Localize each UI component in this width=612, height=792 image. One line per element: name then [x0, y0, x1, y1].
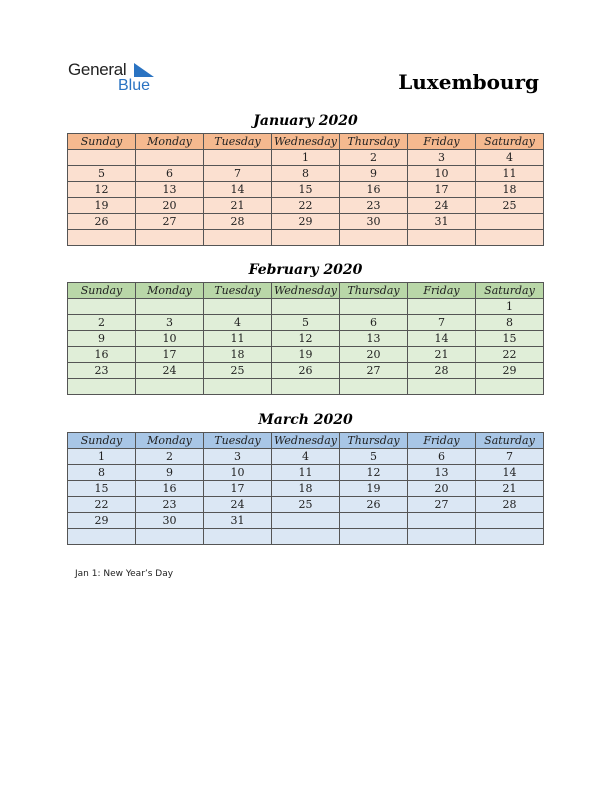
calendar-january: [67, 133, 544, 246]
day-cell: 18: [476, 182, 544, 198]
day-cell: 15: [476, 331, 544, 347]
day-cell: 21: [408, 347, 476, 363]
empty-day-cell: [272, 299, 340, 315]
day-cell: 22: [272, 198, 340, 214]
weekday-header: Friday: [408, 433, 476, 449]
calendar-body: [68, 150, 544, 246]
empty-day-cell: [204, 230, 272, 246]
empty-day-cell: [136, 379, 204, 395]
day-cell: 30: [340, 214, 408, 230]
day-cell: 1: [68, 449, 136, 465]
weekday-header: Thursday: [340, 134, 408, 150]
empty-day-cell: [408, 230, 476, 246]
day-cell: 22: [476, 347, 544, 363]
day-cell: 22: [68, 497, 136, 513]
calendar-march: [67, 432, 544, 545]
day-cell: 19: [340, 481, 408, 497]
day-cell: 20: [136, 198, 204, 214]
empty-day-cell: [408, 299, 476, 315]
day-cell: 9: [68, 331, 136, 347]
day-cell: 8: [476, 315, 544, 331]
day-cell: 20: [408, 481, 476, 497]
weekday-header: Monday: [136, 433, 204, 449]
day-cell: 5: [340, 449, 408, 465]
day-cell: 10: [204, 465, 272, 481]
week-row: [68, 363, 544, 379]
day-cell: 4: [204, 315, 272, 331]
empty-day-cell: [272, 513, 340, 529]
weekday-header: Sunday: [68, 433, 136, 449]
day-cell: 21: [476, 481, 544, 497]
empty-day-cell: [272, 529, 340, 545]
day-cell: 7: [408, 315, 476, 331]
day-cell: 18: [204, 347, 272, 363]
empty-day-cell: [408, 379, 476, 395]
day-cell: 7: [476, 449, 544, 465]
day-cell: 23: [68, 363, 136, 379]
empty-day-cell: [476, 230, 544, 246]
empty-day-cell: [340, 299, 408, 315]
empty-day-cell: [68, 299, 136, 315]
day-cell: 23: [136, 497, 204, 513]
empty-day-cell: [68, 150, 136, 166]
day-cell: 12: [68, 182, 136, 198]
day-cell: 13: [408, 465, 476, 481]
empty-day-cell: [476, 214, 544, 230]
day-cell: 11: [204, 331, 272, 347]
weekday-header: Friday: [408, 134, 476, 150]
day-cell: 12: [272, 331, 340, 347]
day-cell: 29: [476, 363, 544, 379]
empty-day-cell: [136, 299, 204, 315]
day-cell: 24: [204, 497, 272, 513]
day-cell: 8: [272, 166, 340, 182]
weekday-header: Tuesday: [204, 433, 272, 449]
empty-day-cell: [68, 230, 136, 246]
week-row: [68, 513, 544, 529]
day-cell: 17: [204, 481, 272, 497]
day-cell: 11: [272, 465, 340, 481]
day-cell: 9: [136, 465, 204, 481]
weekday-header: Monday: [136, 283, 204, 299]
week-row: [68, 529, 544, 545]
week-row: [68, 481, 544, 497]
day-cell: 26: [272, 363, 340, 379]
generalblue-logo: [68, 60, 168, 96]
calendar-body: [68, 299, 544, 395]
day-cell: 27: [408, 497, 476, 513]
day-cell: 30: [136, 513, 204, 529]
empty-day-cell: [408, 513, 476, 529]
empty-day-cell: [272, 379, 340, 395]
day-cell: 8: [68, 465, 136, 481]
day-cell: 15: [272, 182, 340, 198]
empty-day-cell: [68, 529, 136, 545]
empty-day-cell: [272, 230, 340, 246]
day-cell: 1: [476, 299, 544, 315]
day-cell: 27: [340, 363, 408, 379]
week-row: [68, 299, 544, 315]
calendar-body: [68, 449, 544, 545]
day-cell: 11: [476, 166, 544, 182]
day-cell: 29: [68, 513, 136, 529]
day-cell: 18: [272, 481, 340, 497]
weekday-header-row: [68, 283, 544, 299]
week-row: [68, 347, 544, 363]
day-cell: 16: [136, 481, 204, 497]
day-cell: 26: [68, 214, 136, 230]
week-row: [68, 449, 544, 465]
weekday-header: Monday: [136, 134, 204, 150]
week-row: [68, 497, 544, 513]
day-cell: 28: [408, 363, 476, 379]
day-cell: 5: [68, 166, 136, 182]
day-cell: 13: [136, 182, 204, 198]
day-cell: 16: [340, 182, 408, 198]
day-cell: 20: [340, 347, 408, 363]
empty-day-cell: [136, 529, 204, 545]
day-cell: 25: [204, 363, 272, 379]
weekday-header: Friday: [408, 283, 476, 299]
month-title-january: January 2020: [253, 113, 358, 129]
day-cell: 19: [68, 198, 136, 214]
week-row: [68, 315, 544, 331]
weekday-header: Sunday: [68, 283, 136, 299]
empty-day-cell: [136, 230, 204, 246]
week-row: [68, 198, 544, 214]
day-cell: 1: [272, 150, 340, 166]
day-cell: 26: [340, 497, 408, 513]
weekday-header: Sunday: [68, 134, 136, 150]
day-cell: 10: [136, 331, 204, 347]
weekday-header: Wednesday: [272, 283, 340, 299]
day-cell: 2: [68, 315, 136, 331]
day-cell: 9: [340, 166, 408, 182]
empty-day-cell: [476, 513, 544, 529]
weekday-header-row: [68, 134, 544, 150]
week-row: [68, 331, 544, 347]
weekday-header: Wednesday: [272, 134, 340, 150]
empty-day-cell: [340, 529, 408, 545]
day-cell: 19: [272, 347, 340, 363]
week-row: [68, 214, 544, 230]
day-cell: 24: [136, 363, 204, 379]
week-row: [68, 379, 544, 395]
weekday-header-row: [68, 433, 544, 449]
weekday-header: Saturday: [476, 433, 544, 449]
empty-day-cell: [204, 150, 272, 166]
empty-day-cell: [340, 379, 408, 395]
country-title: Luxembourg: [398, 70, 539, 94]
weekday-header: Saturday: [476, 134, 544, 150]
day-cell: 29: [272, 214, 340, 230]
empty-day-cell: [476, 379, 544, 395]
empty-day-cell: [204, 379, 272, 395]
day-cell: 14: [476, 465, 544, 481]
weekday-header: Thursday: [340, 283, 408, 299]
day-cell: 6: [340, 315, 408, 331]
week-row: [68, 150, 544, 166]
day-cell: 7: [204, 166, 272, 182]
day-cell: 3: [408, 150, 476, 166]
day-cell: 3: [204, 449, 272, 465]
day-cell: 2: [340, 150, 408, 166]
day-cell: 13: [340, 331, 408, 347]
holiday-note: Jan 1: New Year’s Day: [75, 569, 174, 579]
day-cell: 28: [476, 497, 544, 513]
day-cell: 14: [408, 331, 476, 347]
calendar-february: [67, 282, 544, 395]
empty-day-cell: [204, 299, 272, 315]
day-cell: 24: [408, 198, 476, 214]
week-row: [68, 182, 544, 198]
day-cell: 6: [136, 166, 204, 182]
day-cell: 25: [476, 198, 544, 214]
day-cell: 31: [408, 214, 476, 230]
week-row: [68, 465, 544, 481]
day-cell: 2: [136, 449, 204, 465]
day-cell: 4: [476, 150, 544, 166]
day-cell: 6: [408, 449, 476, 465]
logo-text-blue: Blue: [118, 77, 151, 94]
empty-day-cell: [340, 513, 408, 529]
day-cell: 5: [272, 315, 340, 331]
empty-day-cell: [68, 379, 136, 395]
logo-triangle-icon: [134, 63, 154, 77]
day-cell: 28: [204, 214, 272, 230]
weekday-header: Thursday: [340, 433, 408, 449]
day-cell: 31: [204, 513, 272, 529]
empty-day-cell: [204, 529, 272, 545]
empty-day-cell: [340, 230, 408, 246]
month-title-february: February 2020: [248, 262, 363, 278]
weekday-header: Tuesday: [204, 283, 272, 299]
day-cell: 4: [272, 449, 340, 465]
day-cell: 15: [68, 481, 136, 497]
day-cell: 14: [204, 182, 272, 198]
weekday-header: Saturday: [476, 283, 544, 299]
day-cell: 3: [136, 315, 204, 331]
weekday-header: Wednesday: [272, 433, 340, 449]
day-cell: 27: [136, 214, 204, 230]
week-row: [68, 166, 544, 182]
empty-day-cell: [476, 529, 544, 545]
week-row: [68, 230, 544, 246]
day-cell: 17: [136, 347, 204, 363]
month-title-march: March 2020: [258, 412, 353, 428]
empty-day-cell: [408, 529, 476, 545]
empty-day-cell: [136, 150, 204, 166]
day-cell: 16: [68, 347, 136, 363]
day-cell: 17: [408, 182, 476, 198]
day-cell: 12: [340, 465, 408, 481]
logo-text-general: General: [68, 60, 127, 79]
day-cell: 21: [204, 198, 272, 214]
weekday-header: Tuesday: [204, 134, 272, 150]
day-cell: 25: [272, 497, 340, 513]
day-cell: 23: [340, 198, 408, 214]
day-cell: 10: [408, 166, 476, 182]
